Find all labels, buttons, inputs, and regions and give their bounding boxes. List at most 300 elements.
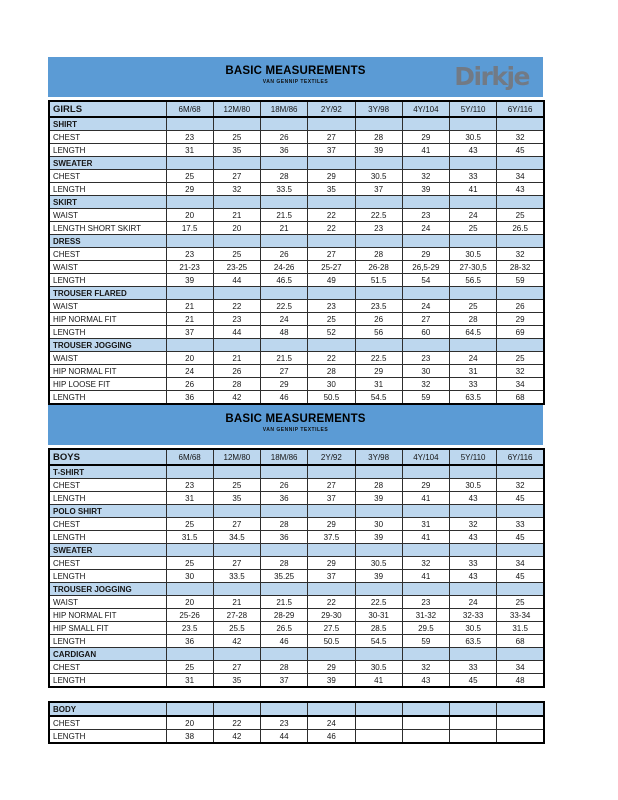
value-cell — [166, 702, 213, 716]
value-cell — [261, 157, 308, 170]
value-cell — [355, 702, 402, 716]
value-cell — [402, 196, 449, 209]
value-cell: 22.5 — [355, 596, 402, 609]
measurement-row — [49, 144, 544, 157]
value-cell: 54 — [402, 274, 449, 287]
value-cell: 29 — [308, 518, 355, 531]
value-cell — [450, 716, 497, 730]
value-cell: 54.5 — [355, 635, 402, 648]
girls-header-band — [48, 57, 543, 97]
value-cell: 64.5 — [450, 326, 497, 339]
value-cell — [213, 196, 260, 209]
value-cell — [308, 235, 355, 248]
value-cell: 29 — [308, 170, 355, 183]
measurement-row — [49, 674, 544, 688]
value-cell: 30.5 — [450, 248, 497, 261]
value-cell: 30 — [355, 518, 402, 531]
value-cell — [355, 287, 402, 300]
value-cell — [497, 465, 544, 479]
value-cell — [355, 465, 402, 479]
value-cell — [497, 287, 544, 300]
value-cell: 23.5 — [355, 300, 402, 313]
value-cell: 30.5 — [355, 661, 402, 674]
value-cell — [213, 648, 260, 661]
value-cell: 27 — [308, 131, 355, 144]
value-cell: 25 — [213, 479, 260, 492]
value-cell — [355, 716, 402, 730]
value-cell: 46 — [261, 391, 308, 405]
value-cell: 28 — [355, 248, 402, 261]
value-cell — [166, 287, 213, 300]
size-column-header: 18M/86 — [261, 449, 308, 465]
measurement-row — [49, 326, 544, 339]
value-cell: 28 — [261, 661, 308, 674]
value-cell: 35 — [308, 183, 355, 196]
value-cell — [450, 730, 497, 744]
value-cell: 30 — [402, 365, 449, 378]
value-cell: 22 — [213, 300, 260, 313]
value-cell: 33.5 — [213, 570, 260, 583]
value-cell: 33 — [450, 170, 497, 183]
value-cell: 44 — [261, 730, 308, 744]
value-cell: 42 — [213, 730, 260, 744]
value-cell — [402, 716, 449, 730]
value-cell — [213, 339, 260, 352]
value-cell: 28.5 — [355, 622, 402, 635]
value-cell: 37 — [166, 326, 213, 339]
measurement-row — [49, 131, 544, 144]
value-cell — [166, 235, 213, 248]
value-cell — [213, 702, 260, 716]
value-cell — [497, 157, 544, 170]
measurement-label-cell: WAIST — [49, 261, 166, 274]
value-cell: 37 — [308, 492, 355, 505]
value-cell: 27 — [213, 557, 260, 570]
size-column-header: 6M/68 — [166, 101, 213, 117]
value-cell — [261, 339, 308, 352]
value-cell: 24 — [402, 222, 449, 235]
value-cell — [450, 196, 497, 209]
boys-header-band — [48, 405, 543, 445]
girls-measurements-table — [48, 100, 545, 405]
value-cell: 17.5 — [166, 222, 213, 235]
value-cell: 32 — [402, 557, 449, 570]
value-cell — [402, 287, 449, 300]
measurement-label-cell: HIP SMALL FIT — [49, 622, 166, 635]
value-cell: 31.5 — [166, 531, 213, 544]
value-cell: 30.5 — [355, 557, 402, 570]
value-cell: 43 — [450, 531, 497, 544]
measurement-row — [49, 661, 544, 674]
size-column-header: 5Y/110 — [450, 449, 497, 465]
value-cell: 24 — [261, 313, 308, 326]
value-cell — [261, 583, 308, 596]
value-cell — [213, 465, 260, 479]
value-cell: 42 — [213, 391, 260, 405]
value-cell — [166, 117, 213, 131]
size-column-header: 18M/86 — [261, 101, 308, 117]
value-cell: 24 — [450, 596, 497, 609]
measurement-row — [49, 596, 544, 609]
value-cell — [166, 157, 213, 170]
measurement-label-cell: CHEST — [49, 716, 166, 730]
section-label-cell: SWEATER — [49, 544, 166, 557]
value-cell: 25 — [497, 596, 544, 609]
value-cell: 39 — [355, 492, 402, 505]
value-cell: 52 — [308, 326, 355, 339]
section-header-row — [49, 339, 544, 352]
value-cell — [213, 287, 260, 300]
value-cell: 23 — [355, 222, 402, 235]
value-cell: 30.5 — [355, 170, 402, 183]
value-cell — [261, 648, 308, 661]
value-cell: 43 — [450, 570, 497, 583]
value-cell: 37 — [261, 674, 308, 688]
value-cell — [308, 702, 355, 716]
value-cell: 25 — [166, 557, 213, 570]
value-cell — [166, 544, 213, 557]
value-cell: 29 — [308, 661, 355, 674]
value-cell: 68 — [497, 635, 544, 648]
value-cell: 29 — [166, 183, 213, 196]
value-cell — [213, 157, 260, 170]
measurement-label-cell: LENGTH — [49, 391, 166, 405]
measurement-row — [49, 365, 544, 378]
value-cell: 39 — [402, 183, 449, 196]
measurement-label-cell: LENGTH — [49, 674, 166, 688]
value-cell — [497, 716, 544, 730]
value-cell — [402, 339, 449, 352]
band-subtitle: VAN GENNIP TEXTILES — [262, 427, 329, 433]
value-cell: 28 — [308, 365, 355, 378]
value-cell: 23 — [261, 716, 308, 730]
value-cell — [450, 505, 497, 518]
value-cell: 23.5 — [166, 622, 213, 635]
value-cell: 34 — [497, 557, 544, 570]
value-cell: 29-30 — [308, 609, 355, 622]
value-cell: 39 — [308, 674, 355, 688]
value-cell: 29 — [402, 248, 449, 261]
value-cell — [402, 235, 449, 248]
value-cell: 41 — [355, 674, 402, 688]
measurement-row — [49, 313, 544, 326]
value-cell — [308, 117, 355, 131]
value-cell: 29 — [355, 365, 402, 378]
value-cell: 27 — [261, 365, 308, 378]
measurement-row — [49, 557, 544, 570]
measurement-row — [49, 274, 544, 287]
value-cell: 21.5 — [261, 209, 308, 222]
value-cell — [402, 544, 449, 557]
value-cell: 28 — [355, 131, 402, 144]
value-cell — [355, 648, 402, 661]
measurement-label-cell: HIP LOOSE FIT — [49, 378, 166, 391]
value-cell: 45 — [497, 492, 544, 505]
value-cell: 39 — [355, 570, 402, 583]
size-column-header: 6M/68 — [166, 449, 213, 465]
boys-measurements-table — [48, 448, 545, 688]
section-header-row — [49, 648, 544, 661]
value-cell: 24 — [450, 352, 497, 365]
value-cell: 32 — [213, 183, 260, 196]
value-cell: 26 — [166, 378, 213, 391]
measurement-label-cell: CHEST — [49, 518, 166, 531]
section-header-row — [49, 287, 544, 300]
value-cell: 50.5 — [308, 391, 355, 405]
value-cell — [166, 648, 213, 661]
measurement-label-cell: LENGTH — [49, 144, 166, 157]
band-title: BASIC MEASUREMENTS — [225, 65, 366, 77]
measurement-label-cell: LENGTH — [49, 570, 166, 583]
section-label-cell: TROUSER JOGGING — [49, 339, 166, 352]
value-cell: 26 — [355, 313, 402, 326]
value-cell: 34 — [497, 170, 544, 183]
value-cell: 23 — [402, 352, 449, 365]
value-cell: 34 — [497, 661, 544, 674]
value-cell: 48 — [261, 326, 308, 339]
value-cell: 37 — [308, 570, 355, 583]
value-cell — [497, 235, 544, 248]
measurement-row — [49, 209, 544, 222]
value-cell — [355, 157, 402, 170]
size-column-header: 3Y/98 — [355, 101, 402, 117]
value-cell: 24 — [308, 716, 355, 730]
measurement-label-cell: LENGTH — [49, 635, 166, 648]
value-cell — [213, 544, 260, 557]
value-cell: 48 — [497, 674, 544, 688]
value-cell: 36 — [261, 531, 308, 544]
measurement-row — [49, 222, 544, 235]
measurement-label-cell: WAIST — [49, 596, 166, 609]
value-cell: 46.5 — [261, 274, 308, 287]
measurement-label-cell: WAIST — [49, 209, 166, 222]
value-cell: 22 — [308, 222, 355, 235]
value-cell: 37 — [355, 183, 402, 196]
value-cell: 38 — [166, 730, 213, 744]
value-cell — [308, 544, 355, 557]
value-cell: 26 — [261, 131, 308, 144]
value-cell — [261, 702, 308, 716]
value-cell: 26 — [497, 300, 544, 313]
value-cell: 41 — [402, 570, 449, 583]
column-header-row — [49, 101, 544, 117]
value-cell: 34.5 — [213, 531, 260, 544]
value-cell: 25 — [166, 518, 213, 531]
measurement-label-cell: LENGTH — [49, 730, 166, 744]
value-cell: 44 — [213, 326, 260, 339]
value-cell — [402, 730, 449, 744]
value-cell — [450, 544, 497, 557]
value-cell: 25-26 — [166, 609, 213, 622]
value-cell: 37.5 — [308, 531, 355, 544]
value-cell: 27 — [308, 248, 355, 261]
value-cell — [213, 583, 260, 596]
value-cell: 31 — [355, 378, 402, 391]
value-cell — [166, 196, 213, 209]
measurement-label-cell: WAIST — [49, 352, 166, 365]
value-cell — [497, 196, 544, 209]
value-cell: 43 — [450, 492, 497, 505]
value-cell: 41 — [450, 183, 497, 196]
section-label-cell: DRESS — [49, 235, 166, 248]
value-cell: 28 — [261, 518, 308, 531]
value-cell — [450, 157, 497, 170]
measurement-label-cell: CHEST — [49, 248, 166, 261]
value-cell — [450, 648, 497, 661]
value-cell — [166, 465, 213, 479]
measurement-row — [49, 635, 544, 648]
value-cell — [261, 465, 308, 479]
size-column-header: 12M/80 — [213, 101, 260, 117]
size-column-header: 2Y/92 — [308, 449, 355, 465]
value-cell: 20 — [166, 716, 213, 730]
value-cell: 30 — [166, 570, 213, 583]
value-cell — [166, 505, 213, 518]
measurement-row — [49, 531, 544, 544]
value-cell: 26.5 — [261, 622, 308, 635]
value-cell: 56.5 — [450, 274, 497, 287]
value-cell: 25 — [497, 209, 544, 222]
value-cell: 23 — [402, 209, 449, 222]
value-cell — [308, 287, 355, 300]
value-cell — [355, 505, 402, 518]
value-cell: 29 — [402, 131, 449, 144]
value-cell: 27 — [213, 170, 260, 183]
value-cell: 21 — [261, 222, 308, 235]
value-cell: 45 — [497, 144, 544, 157]
value-cell: 23 — [213, 313, 260, 326]
measurement-row — [49, 300, 544, 313]
value-cell: 25 — [497, 352, 544, 365]
value-cell: 32 — [402, 378, 449, 391]
value-cell: 21.5 — [261, 596, 308, 609]
value-cell: 27.5 — [308, 622, 355, 635]
size-column-header: 4Y/104 — [402, 101, 449, 117]
value-cell: 29 — [497, 313, 544, 326]
value-cell: 27 — [213, 518, 260, 531]
value-cell: 23-25 — [213, 261, 260, 274]
value-cell — [308, 583, 355, 596]
measurement-row — [49, 492, 544, 505]
measurement-label-cell: LENGTH — [49, 183, 166, 196]
value-cell — [402, 648, 449, 661]
value-cell: 32-33 — [450, 609, 497, 622]
value-cell: 30.5 — [450, 622, 497, 635]
measurement-label-cell: LENGTH — [49, 326, 166, 339]
value-cell: 46 — [308, 730, 355, 744]
value-cell: 28 — [261, 557, 308, 570]
measurement-label-cell: HIP NORMAL FIT — [49, 313, 166, 326]
section-header-row — [49, 702, 544, 716]
value-cell — [261, 505, 308, 518]
value-cell: 21 — [166, 313, 213, 326]
value-cell: 26 — [261, 479, 308, 492]
value-cell — [497, 505, 544, 518]
value-cell: 25 — [450, 222, 497, 235]
value-cell: 31 — [166, 492, 213, 505]
column-header-row — [49, 449, 544, 465]
value-cell: 33.5 — [261, 183, 308, 196]
value-cell — [450, 465, 497, 479]
size-column-header: 5Y/110 — [450, 101, 497, 117]
value-cell: 33 — [450, 557, 497, 570]
value-cell — [213, 117, 260, 131]
value-cell: 23 — [166, 479, 213, 492]
value-cell: 41 — [402, 531, 449, 544]
value-cell — [450, 235, 497, 248]
value-cell: 24 — [450, 209, 497, 222]
value-cell: 26-28 — [355, 261, 402, 274]
measurement-label-cell: CHEST — [49, 131, 166, 144]
measurement-row — [49, 479, 544, 492]
value-cell: 29.5 — [402, 622, 449, 635]
value-cell — [402, 702, 449, 716]
value-cell: 60 — [402, 326, 449, 339]
value-cell: 59 — [497, 274, 544, 287]
value-cell: 42 — [213, 635, 260, 648]
value-cell: 29 — [261, 378, 308, 391]
value-cell: 35 — [213, 492, 260, 505]
value-cell: 36 — [261, 144, 308, 157]
value-cell: 28 — [450, 313, 497, 326]
value-cell — [355, 235, 402, 248]
value-cell: 63.5 — [450, 391, 497, 405]
value-cell — [497, 544, 544, 557]
value-cell: 22 — [213, 716, 260, 730]
value-cell: 34 — [497, 378, 544, 391]
value-cell — [308, 465, 355, 479]
measurement-row — [49, 183, 544, 196]
value-cell: 59 — [402, 635, 449, 648]
value-cell — [261, 544, 308, 557]
measurement-row — [49, 352, 544, 365]
value-cell — [355, 730, 402, 744]
value-cell: 28-29 — [261, 609, 308, 622]
value-cell: 25-27 — [308, 261, 355, 274]
group-title-cell: GIRLS — [49, 101, 166, 117]
measurement-label-cell: LENGTH — [49, 274, 166, 287]
measurement-row — [49, 570, 544, 583]
value-cell: 24 — [166, 365, 213, 378]
value-cell — [355, 117, 402, 131]
value-cell — [355, 196, 402, 209]
measurement-label-cell: CHEST — [49, 170, 166, 183]
value-cell: 23 — [402, 596, 449, 609]
section-header-row — [49, 196, 544, 209]
value-cell: 27-30,5 — [450, 261, 497, 274]
value-cell — [213, 505, 260, 518]
value-cell — [402, 117, 449, 131]
value-cell: 30.5 — [450, 479, 497, 492]
value-cell: 23 — [308, 300, 355, 313]
value-cell: 44 — [213, 274, 260, 287]
value-cell: 25 — [308, 313, 355, 326]
size-column-header: 6Y/116 — [497, 101, 544, 117]
value-cell — [402, 583, 449, 596]
value-cell: 27 — [402, 313, 449, 326]
value-cell: 36 — [166, 635, 213, 648]
value-cell — [497, 339, 544, 352]
band-subtitle: VAN GENNIP TEXTILES — [262, 79, 329, 85]
value-cell — [497, 702, 544, 716]
value-cell: 59 — [402, 391, 449, 405]
value-cell: 30-31 — [355, 609, 402, 622]
dirkje-logo: Dirkje — [454, 62, 529, 91]
section-header-row — [49, 544, 544, 557]
value-cell: 63.5 — [450, 635, 497, 648]
value-cell: 29 — [402, 479, 449, 492]
value-cell: 31 — [166, 144, 213, 157]
